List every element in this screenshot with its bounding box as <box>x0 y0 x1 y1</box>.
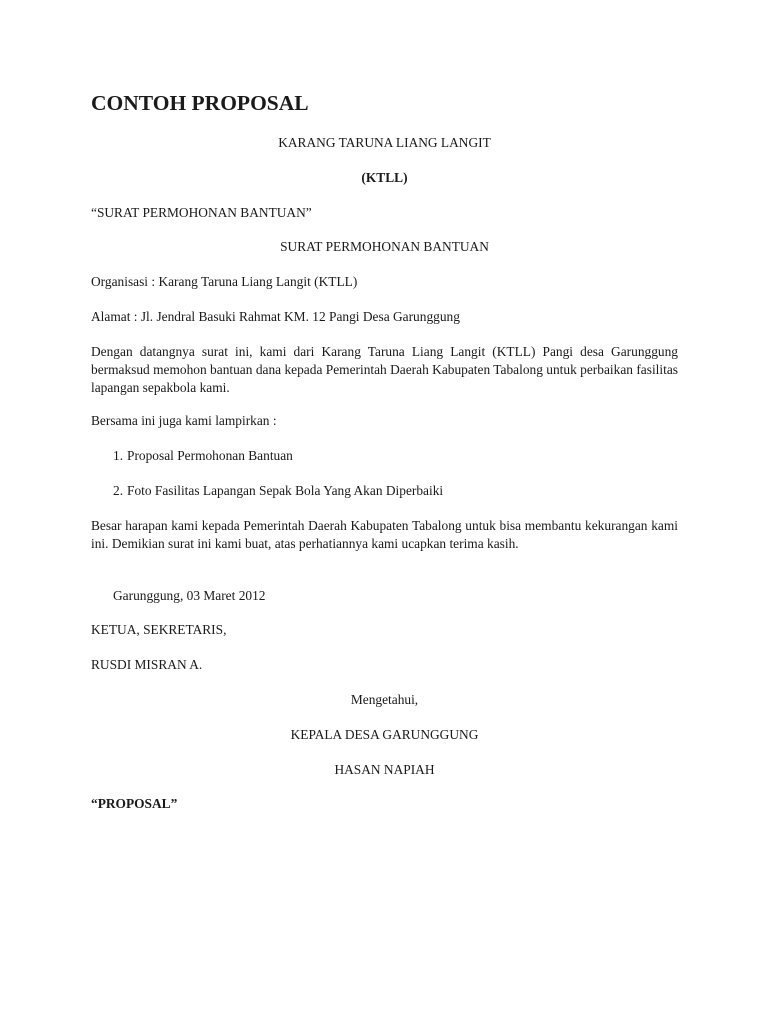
village-head-name: HASAN NAPIAH <box>334 762 435 777</box>
place-date: Garunggung, 03 Maret 2012 <box>113 588 266 603</box>
attachments-intro: Bersama ini juga kami lampirkan : <box>91 413 277 428</box>
attachment-item <box>113 482 443 500</box>
organization-heading: KARANG TARUNA LIANG LANGIT <box>278 135 491 150</box>
alamat-line: Alamat : Jl. Jendral Basuki Rahmat KM. 12 Pangi Desa Garunggung <box>91 309 460 324</box>
attachment-item <box>113 447 293 465</box>
village-head-title: KEPALA DESA GARUNGGUNG <box>290 727 479 742</box>
opening-paragraph: Dengan datangnya surat ini, kami dari Karang Taruna Liang Langit (KTLL) Pangi desa Garunggung bermaksud memohon bantuan dana kepada Pemerintah Daerah Kabupaten Tabalong untuk perbaikan fasilitas lapangan sepakbola kami. <box>91 344 678 395</box>
signatory-titles: KETUA, SEKRETARIS, <box>91 622 227 637</box>
attachment-text: Foto Fasilitas Lapangan Sepak Bola Yang Akan Diperbaiki <box>127 483 444 498</box>
attachment-number: 2. <box>113 483 124 498</box>
closing-paragraph: Besar harapan kami kepada Pemerintah Daerah Kabupaten Tabalong untuk bisa membantu kekurangan kami ini. Demikian surat ini kami buat, atas perhatiannya kami ucapkan terima kasih. <box>91 518 678 551</box>
attachment-number: 1. <box>113 448 124 463</box>
organization-abbreviation: (KTLL) <box>361 170 408 185</box>
quoted-letter-heading: “SURAT PERMOHONAN BANTUAN” <box>91 205 312 220</box>
letter-heading: SURAT PERMOHONAN BANTUAN <box>280 239 489 254</box>
organisasi-line: Organisasi : Karang Taruna Liang Langit (KTLL) <box>91 274 358 289</box>
signatory-name: RUSDI MISRAN A. <box>91 657 203 672</box>
proposal-heading: “PROPOSAL” <box>91 796 178 811</box>
attachment-text: Proposal Permohonan Bantuan <box>127 448 293 463</box>
document-title: CONTOH PROPOSAL <box>91 91 309 115</box>
acknowledged-label: Mengetahui, <box>350 692 419 707</box>
